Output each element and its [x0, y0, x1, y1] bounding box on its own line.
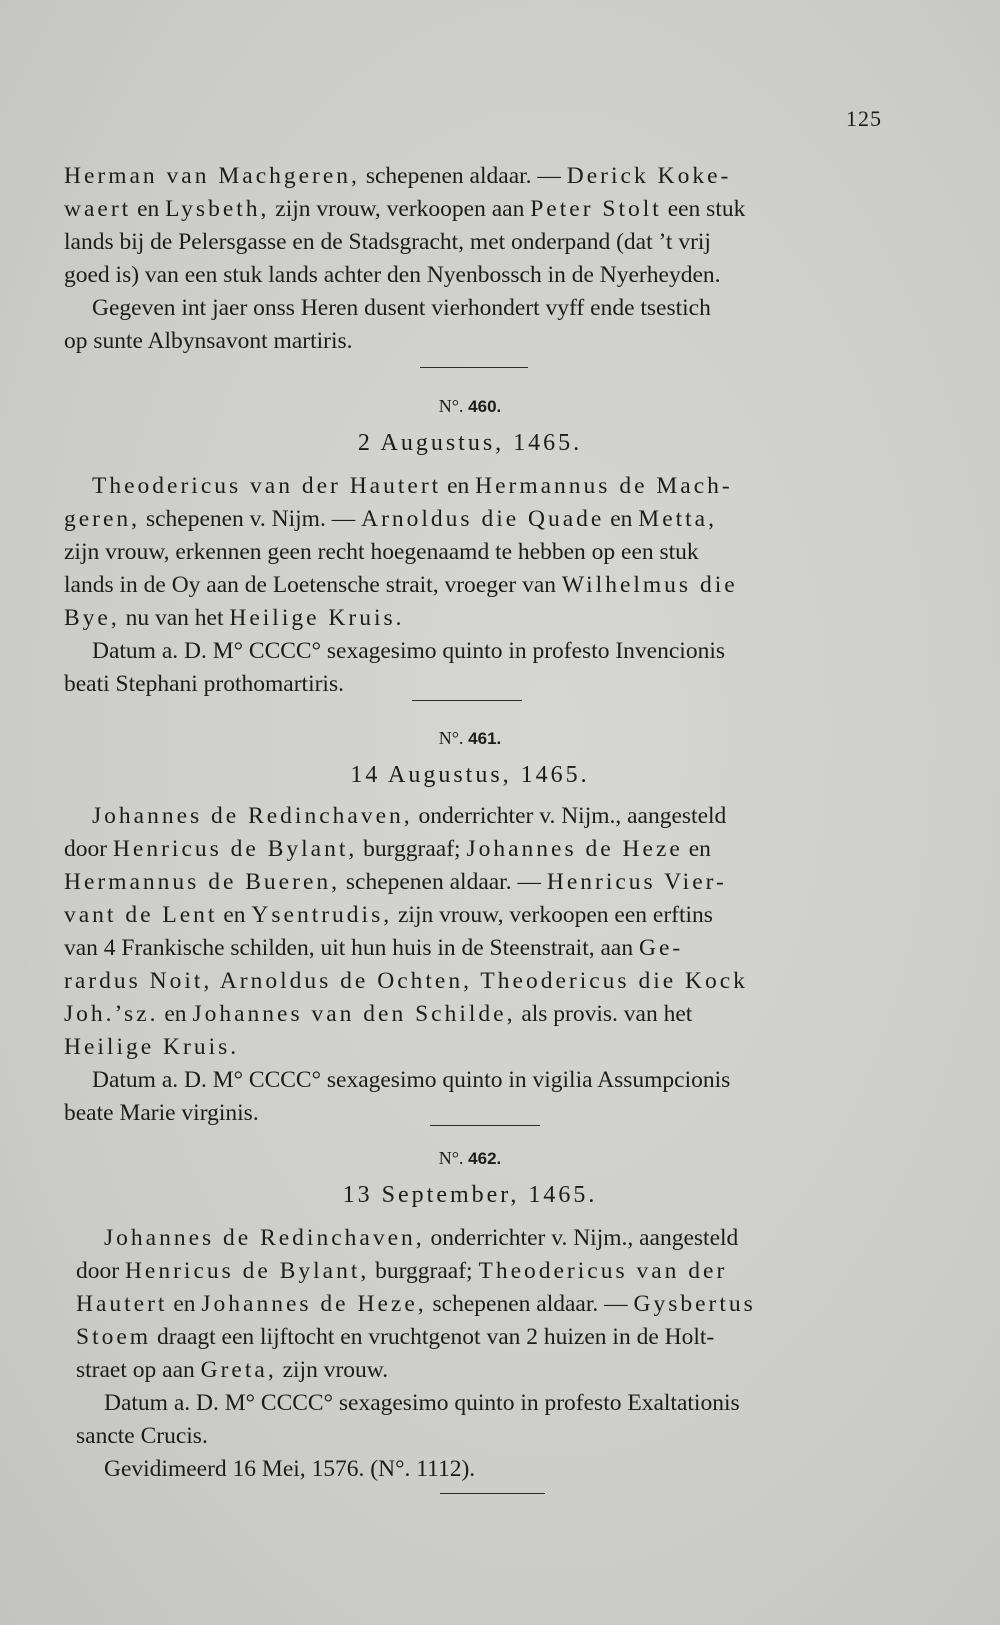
place-name: Heilige Kruis. [64, 1034, 240, 1060]
text-line: Datum a. D. M° CCCC° sexagesimo quinto in profesto Exaltationis [104, 1390, 740, 1416]
separator-rule [440, 1493, 545, 1494]
text-span: schepenen aldaar. — [359, 163, 567, 189]
text-span: en [682, 836, 711, 862]
person-name: Derick Koke- [566, 163, 732, 189]
text-line [64, 998, 889, 1031]
entry-date: 2 Augustus, 1465. [357, 430, 583, 456]
person-name: Ge- [638, 935, 684, 961]
text-span: en [604, 506, 639, 532]
text-line: lands bij de Pelersgasse en de Stadsgracht, met onderpand (dat ’t vrij [64, 229, 711, 255]
separator-rule [430, 1125, 540, 1126]
text-span: schepenen v. Nijm. — [140, 506, 362, 532]
text-span: zijn vrouw. [276, 1357, 389, 1383]
text-line [76, 1321, 898, 1354]
person-name: Henricus de Bylant, [112, 836, 358, 862]
text-line: zijn vrouw, erkennen geen recht hoegenaamd te hebben op een stuk [64, 539, 699, 565]
text-line [64, 965, 889, 998]
text-line [64, 160, 889, 193]
text-line [64, 833, 889, 866]
text-line [76, 1288, 898, 1321]
intro-paragraph [64, 160, 889, 358]
person-name: vant de Lent [64, 902, 218, 928]
entry-body [64, 470, 889, 701]
person-name: Johannes de Heze, [201, 1291, 427, 1317]
person-name: Gysbertus [633, 1291, 756, 1317]
text-line: op sunte Albynsavont martiris. [64, 328, 353, 354]
person-name: Ysentrudis, [251, 902, 393, 928]
text-line [76, 1222, 898, 1255]
text-span: en [167, 1291, 202, 1317]
place-name: Heilige Kruis. [229, 605, 405, 631]
number-mark: N°. [438, 728, 464, 748]
person-name: Johannes de Heze [466, 836, 683, 862]
text-span: door [76, 1258, 125, 1284]
text-span: lands in de Oy aan de Loetensche strait, vroeger van [64, 572, 562, 598]
text-line: beate Marie virginis. [64, 1100, 259, 1126]
number-mark: N°. [438, 1148, 464, 1168]
text-line: Datum a. D. M° CCCC° sexagesimo quinto in profesto Invencionis [92, 638, 725, 664]
person-name: Henricus de Bylant, [124, 1258, 370, 1284]
text-span: draagt een lijftocht en vruchtgenot van 2 huizen in de Holt- [151, 1324, 715, 1350]
text-line [64, 899, 889, 932]
person-name: Hautert [76, 1291, 168, 1317]
entry-date: 13 September, 1465. [342, 1182, 598, 1208]
person-name: Herman van Machgeren, [64, 163, 360, 189]
person-name: Joh.’sz. [64, 1001, 159, 1027]
text-span: en [441, 473, 476, 499]
text-line [64, 503, 889, 536]
text-line: Gegeven int jaer onss Heren dusent vierhondert vyff ende tsestich [92, 295, 711, 321]
text-line: beati Stephani prothomartiris. [64, 671, 344, 697]
entry-date: 14 Augustus, 1465. [350, 762, 590, 788]
text-line: goed is) van een stuk lands achter den Nyenbossch in de Nyerheyden. [64, 262, 721, 288]
person-name: geren, [64, 506, 141, 532]
entry-number [0, 728, 970, 749]
text-span: onderrichter v. Nijm., aangesteld [424, 1225, 739, 1251]
entry-body [76, 1222, 898, 1486]
person-name: Johannes van den Schilde, [192, 1001, 516, 1027]
text-span: nu van het [119, 605, 230, 631]
text-line [64, 470, 889, 503]
person-name: Wilhelmus die [561, 572, 738, 598]
text-line [64, 800, 889, 833]
text-span: burggraaf; [369, 1258, 479, 1284]
text-line [76, 1255, 898, 1288]
number-value: 460. [468, 397, 502, 416]
text-span: een stuk [661, 196, 746, 222]
number-value: 461. [468, 729, 502, 748]
entry-number [0, 1148, 970, 1169]
text-span: en [131, 196, 166, 222]
text-line [64, 866, 889, 899]
person-name: Johannes de Redinchaven, [104, 1225, 425, 1251]
person-name: Henricus Vier- [546, 869, 727, 895]
text-span: en [217, 902, 252, 928]
text-span: zijn vrouw, verkoopen aan [269, 196, 531, 222]
text-line: Datum a. D. M° CCCC° sexagesimo quinto in vigilia Assumpcionis [92, 1067, 731, 1093]
person-name: Metta, [638, 506, 717, 532]
entry-body [64, 800, 889, 1130]
number-mark: N°. [438, 396, 464, 416]
text-span: en [158, 1001, 193, 1027]
person-name: Lysbeth, [165, 196, 270, 222]
text-line: Gevidimeerd 16 Mei, 1576. (N°. 1112). [104, 1456, 476, 1482]
text-span: zijn vrouw, verkoopen een erftins [392, 902, 713, 928]
person-name: Hermannus de Bueren, [64, 869, 340, 895]
text-line [64, 932, 889, 965]
person-name: Arnoldus die Quade [361, 506, 605, 532]
separator-rule [420, 367, 528, 368]
person-name: Peter Stolt [530, 196, 662, 222]
number-value: 462. [468, 1149, 502, 1168]
text-span: als provis. van het [515, 1001, 693, 1027]
text-span: schepenen aldaar. — [426, 1291, 634, 1317]
text-line [76, 1354, 898, 1387]
person-name: Theodericus van der Hautert [92, 473, 442, 499]
person-name: rardus Noit, Arnoldus de Ochten, Theodericus die Kock [64, 968, 748, 994]
text-span: van 4 Frankische schilden, uit hun huis in de Steenstrait, aan [64, 935, 639, 961]
text-span: schepenen aldaar. — [340, 869, 547, 895]
text-line [64, 569, 889, 602]
separator-rule [412, 700, 522, 701]
text-span: door [64, 836, 113, 862]
text-line [64, 602, 889, 635]
entry-number [0, 396, 970, 417]
text-line [64, 193, 889, 226]
text-span: straet op aan [76, 1357, 201, 1383]
person-name: Stoem [76, 1324, 152, 1350]
person-name: Bye, [64, 605, 120, 631]
person-name: Johannes de Redinchaven, [92, 803, 413, 829]
person-name: waert [64, 196, 132, 222]
person-name: Greta, [200, 1357, 277, 1383]
page-number: 125 [846, 106, 882, 131]
text-line: sancte Crucis. [76, 1423, 208, 1449]
person-name: Hermannus de Mach- [475, 473, 733, 499]
text-span: burggraaf; [357, 836, 467, 862]
person-name: Theodericus van der [478, 1258, 728, 1284]
text-span: onderrichter v. Nijm., aangesteld [412, 803, 727, 829]
